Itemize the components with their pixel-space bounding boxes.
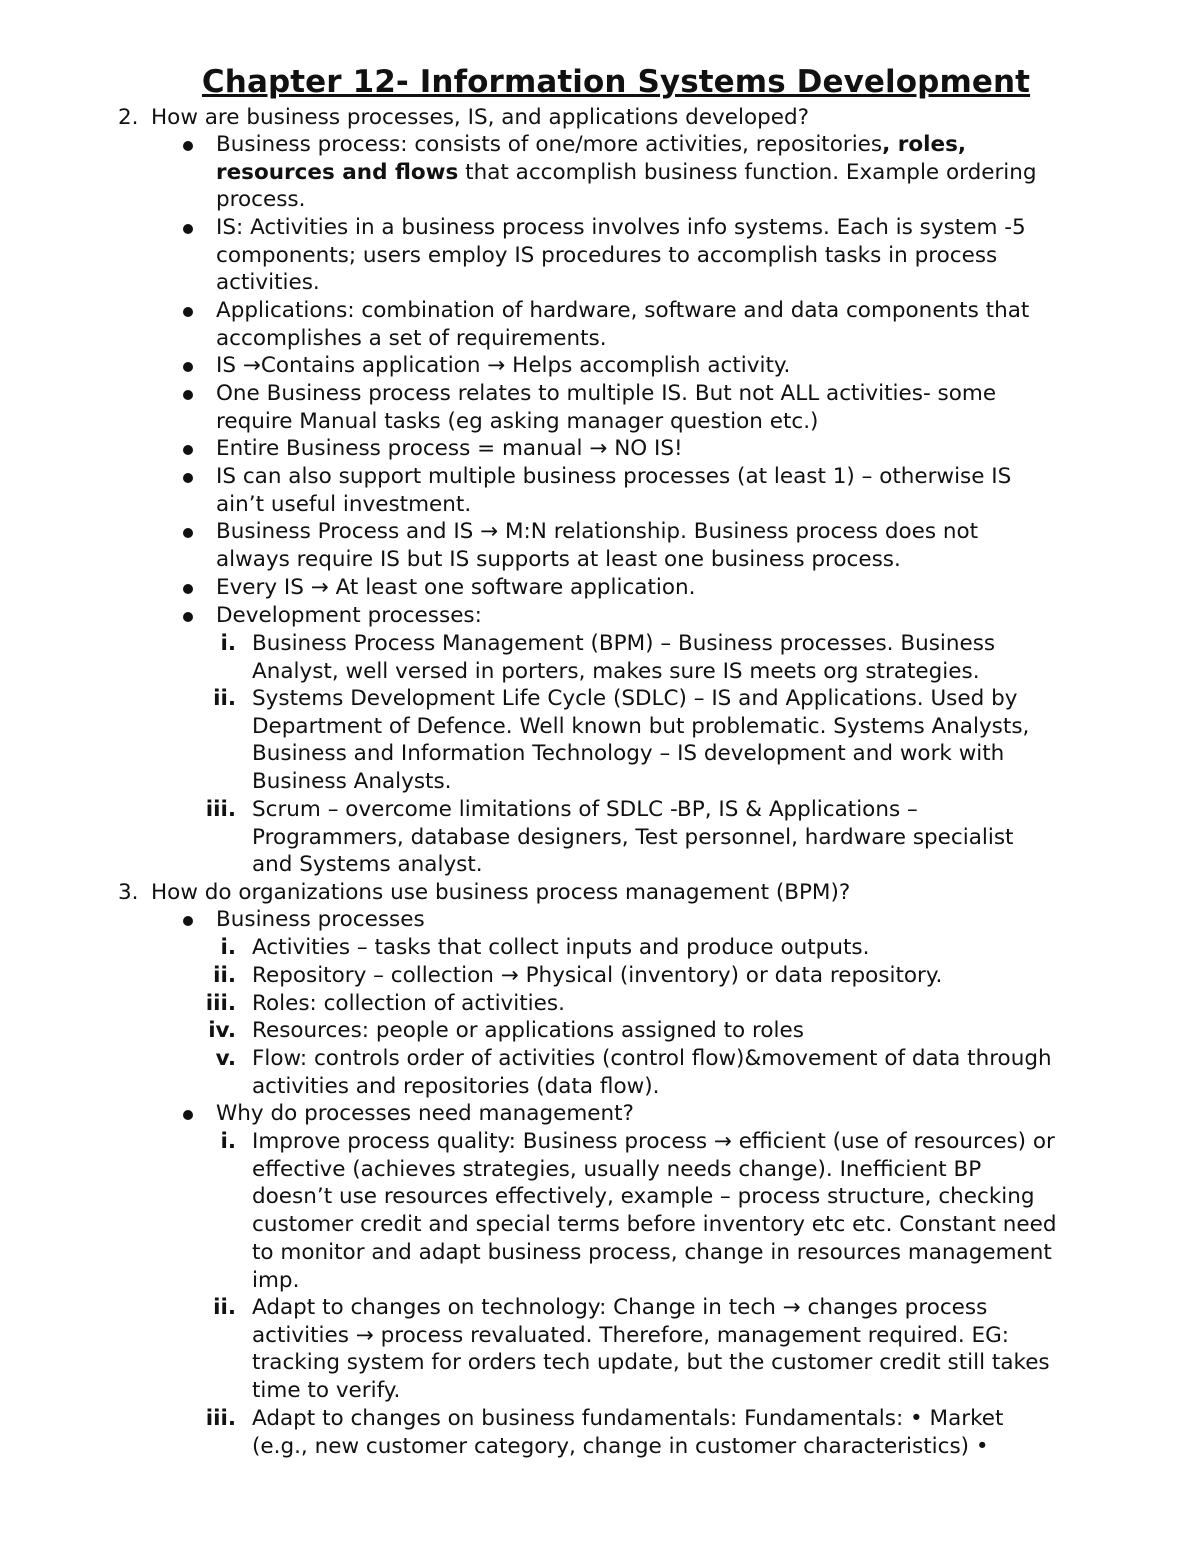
list-item-activities: [252, 934, 869, 962]
list-item-roles: [252, 990, 565, 1018]
line: imp.: [252, 1267, 300, 1293]
list-item-resources: [252, 1017, 804, 1045]
line: to monitor and adapt business process, change in resources management: [252, 1239, 1052, 1265]
bullet-icon: [183, 390, 193, 400]
question-2-text: How are business processes, IS, and applications developed?: [151, 105, 810, 130]
line: Roles: collection of activities.: [252, 991, 565, 1016]
line: Every IS → At least one software application.: [216, 575, 696, 600]
line: Resources: people or applications assigned to roles: [252, 1018, 804, 1043]
line: activities.: [216, 270, 320, 296]
question-3-number: 3.: [118, 880, 139, 905]
roman-numeral: iv.: [208, 1018, 236, 1043]
bullet-icon: [183, 307, 193, 317]
bullet-icon: [183, 612, 193, 622]
page-title: Chapter 12- Information Systems Development: [201, 64, 1031, 100]
list-item-improve-quality: [252, 1128, 1056, 1294]
roman-numeral: i.: [220, 1129, 236, 1154]
roman-numeral: iii.: [205, 797, 236, 822]
list-item-is: [216, 214, 1026, 297]
line: (e.g., new customer category, change in customer characteristics) •: [252, 1433, 989, 1459]
line: and Systems analyst.: [252, 852, 483, 878]
line: activities → process revaluated. Therefore, management required. EG:: [252, 1322, 1009, 1348]
roman-numeral: iii.: [205, 991, 236, 1016]
line: components; users employ IS procedures to accomplish tasks in process: [216, 242, 998, 268]
list-item-business-processes: [216, 906, 425, 934]
roman-numeral: ii.: [213, 686, 236, 711]
line: Activities – tasks that collect inputs and produce outputs.: [252, 935, 870, 960]
line: Adapt to changes on business fundamentals: Fundamentals: • Market: [252, 1406, 1004, 1431]
line: Business processes: [216, 907, 425, 932]
list-item-one-business-process: [216, 380, 996, 435]
list-item-development-processes: [216, 602, 482, 630]
list-item-applications: [216, 297, 1029, 352]
list-item-scrum: [252, 796, 1013, 879]
roman-numeral: i.: [220, 631, 236, 656]
line: Improve process quality: Business process → efficient (use of resources) or: [252, 1129, 1055, 1154]
list-item-business-process: [216, 131, 1037, 214]
line: Business Analysts.: [252, 769, 452, 795]
bullet-icon: [183, 141, 193, 151]
line: Systems Development Life Cycle (SDLC) – IS and Applications. Used by: [252, 686, 1018, 711]
question-3-text: How do organizations use business process management (BPM)?: [151, 880, 851, 905]
line: accomplishes a set of requirements.: [216, 325, 607, 351]
item-text: Business process: consists of one/more activities, repositories: [216, 132, 883, 157]
line: Scrum – overcome limitations of SDLC -BP, IS & Applications –: [252, 797, 918, 822]
bullet-icon: [183, 528, 193, 538]
line: effective (achieves strategies, usually needs change). Inefficient BP: [252, 1156, 982, 1182]
line: Flow: controls order of activities (control flow)&movement of data through: [252, 1046, 1052, 1071]
bullet-icon: [183, 224, 193, 234]
bullet-icon: [183, 362, 193, 372]
item-text: that accomplish business function. Example ordering: [458, 159, 1037, 185]
line: always require IS but IS supports at least one business process.: [216, 546, 901, 572]
roman-numeral: i.: [220, 935, 236, 960]
list-item-mn-relationship: [216, 518, 978, 573]
line: IS: Activities in a business process involves info systems. Each is system -5: [216, 215, 1026, 240]
list-item-every-is: [216, 574, 695, 602]
list-item-is-contains: [216, 352, 790, 380]
line: time to verify.: [252, 1378, 401, 1404]
line: customer credit and special terms before inventory etc etc. Constant need: [252, 1212, 1057, 1238]
item-text: process.: [216, 187, 306, 213]
list-item-sdlc: [252, 685, 1029, 796]
line: Development processes:: [216, 603, 482, 628]
line: Programmers, database designers, Test personnel, hardware specialist: [252, 824, 1014, 850]
line: Analyst, well versed in porters, makes sure IS meets org strategies.: [252, 658, 980, 684]
list-item-repository: [252, 962, 942, 990]
question-2-number: 2.: [118, 105, 139, 130]
line: activities and repositories (data flow).: [252, 1073, 660, 1099]
list-item-entire-process: [216, 435, 683, 463]
line: doesn’t use resources effectively, example – process structure, checking: [252, 1184, 1035, 1210]
line: IS can also support multiple business processes (at least 1) – otherwise IS: [216, 464, 1012, 489]
line: Applications: combination of hardware, software and data components that: [216, 298, 1030, 323]
line: Repository – collection → Physical (inventory) or data repository.: [252, 963, 943, 988]
roman-numeral: ii.: [213, 963, 236, 988]
line: Business and Information Technology – IS development and work with: [252, 741, 1005, 767]
line: ain’t useful investment.: [216, 491, 472, 517]
line: IS →Contains application → Helps accomplish activity.: [216, 353, 791, 378]
line: require Manual tasks (eg asking manager question etc.): [216, 408, 819, 434]
bullet-icon: [183, 916, 193, 926]
list-item-bpm: [252, 630, 995, 685]
line: Business Process Management (BPM) – Business processes. Business: [252, 631, 996, 656]
bold-text: resources and flows: [216, 159, 459, 185]
list-item-business-fundamentals: [252, 1405, 1003, 1460]
list-item-technology-changes: [252, 1294, 1050, 1405]
bullet-icon: [183, 1110, 193, 1120]
roman-numeral: ii.: [213, 1295, 236, 1320]
bold-text: , roles,: [882, 132, 967, 157]
roman-numeral: iii.: [205, 1406, 236, 1431]
line: Why do processes need management?: [216, 1101, 634, 1126]
line: One Business process relates to multiple IS. But not ALL activities- some: [216, 381, 997, 406]
line: Business Process and IS → M:N relationship. Business process does not: [216, 519, 979, 544]
list-item-is-support: [216, 463, 1011, 518]
line: Entire Business process = manual → NO IS!: [216, 436, 683, 461]
roman-numeral: v.: [215, 1046, 236, 1071]
bullet-icon: [183, 473, 193, 483]
bullet-icon: [183, 584, 193, 594]
bullet-icon: [183, 445, 193, 455]
line: Department of Defence. Well known but problematic. Systems Analysts,: [252, 713, 1030, 739]
list-item-why-management: [216, 1100, 634, 1128]
line: Adapt to changes on technology: Change in tech → changes process: [252, 1295, 988, 1320]
line: tracking system for orders tech update, but the customer credit still takes: [252, 1350, 1050, 1376]
list-item-flow: [252, 1045, 1052, 1100]
